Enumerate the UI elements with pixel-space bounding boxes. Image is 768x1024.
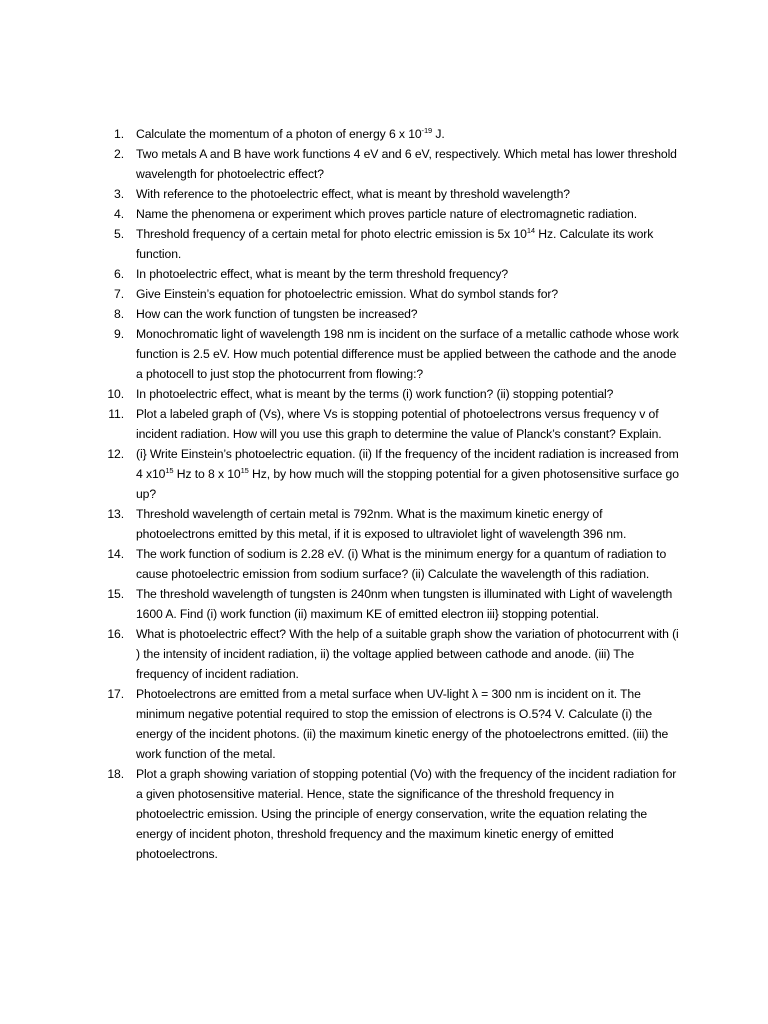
question-item	[100, 764, 680, 864]
question-text	[136, 264, 680, 284]
question-text	[136, 224, 680, 264]
question-item	[100, 624, 680, 684]
question-number: 13.	[107, 507, 124, 521]
question-text-segment: Plot a labeled graph of (Vs), where Vs is stopping potential of photoelectrons versus frequency v of incident radiation. How will you use this graph to determine the value of Planck’s constant? Explain.	[136, 407, 662, 441]
question-text-segment: Threshold frequency of a certain metal for photo electric emission is 5x 10	[136, 227, 527, 241]
question-text	[136, 324, 680, 384]
question-text-segment: Monochromatic light of wavelength 198 nm is incident on the surface of a metallic cathode whose work function is 2.5 eV. How much potential difference must be applied between the cathode and the anode a photocell to just stop the photocurrent from flowing:?	[136, 327, 679, 381]
question-text-segment: The threshold wavelength of tungsten is 240nm when tungsten is illuminated with Light of wavelength 1600 A. Find (i) work function (ii) maximum KE of emitted electron iii} stopping potential.	[136, 587, 673, 621]
question-text	[136, 624, 680, 684]
question-item	[100, 304, 680, 324]
question-text-segment: Hz. Calculate its work function.	[136, 227, 654, 261]
question-text	[136, 284, 680, 304]
question-item	[100, 404, 680, 444]
question-text-segment: The work function of sodium is 2.28 eV. (i) What is the minimum energy for a quantum of radiation to cause photoelectric emission from sodium surface? (ii) Calculate the wavelength of this radiation.	[136, 547, 667, 581]
question-number: 12.	[107, 447, 124, 461]
question-text	[136, 684, 680, 764]
question-text-segment: Hz to 8 x 10	[173, 467, 241, 481]
question-item	[100, 544, 680, 584]
question-item	[100, 324, 680, 384]
question-text-segment: Plot a graph showing variation of stopping potential (Vo) with the frequency of the incident radiation for a given photosensitive material. Hence, state the significance of the threshold frequency in photoelectric emission. Using the principle of energy conservation, write the equation relating the energy of incident photon, threshold frequency and the maximum kinetic energy of emitted photoelectrons.	[136, 767, 677, 861]
question-number: 18.	[107, 767, 124, 781]
question-item	[100, 584, 680, 624]
question-text	[136, 304, 680, 324]
question-text-segment: With reference to the photoelectric effect, what is meant by threshold wavelength?	[136, 187, 570, 201]
question-number: 10.	[107, 387, 124, 401]
question-number: 4.	[114, 207, 124, 221]
question-text	[136, 584, 680, 624]
question-number: 6.	[114, 267, 124, 281]
superscript-exponent: 14	[526, 225, 535, 235]
question-text-segment: J.	[432, 127, 445, 141]
question-number: 3.	[114, 187, 124, 201]
question-text-segment: Two metals A and B have work functions 4 eV and 6 eV, respectively. Which metal has lower threshold wavelength for photoelectric effect?	[136, 147, 677, 181]
question-text-segment: In photoelectric effect, what is meant by the terms (i) work function? (ii) stopping potential?	[136, 387, 614, 401]
question-item	[100, 144, 680, 184]
question-item	[100, 264, 680, 284]
question-text-segment: How can the work function of tungsten be increased?	[136, 307, 418, 321]
superscript-exponent: 15	[240, 465, 249, 475]
question-text	[136, 384, 680, 404]
question-text-segment: What is photoelectric effect? With the help of a suitable graph show the variation of photocurrent with (i ) the intensity of incident radiation, ii) the voltage applied between cathode and anode. (iii) The frequency of incident radiation.	[136, 627, 679, 681]
question-item	[100, 684, 680, 764]
question-text	[136, 444, 680, 504]
question-text-segment: Threshold wavelength of certain metal is 792nm. What is the maximum kinetic energy of photoelectrons emitted by this metal, if it is exposed to ultraviolet light of wavelength 396 nm.	[136, 507, 627, 541]
question-text	[136, 404, 680, 444]
question-number: 1.	[114, 127, 124, 141]
question-item	[100, 504, 680, 544]
question-item	[100, 444, 680, 504]
question-item	[100, 224, 680, 264]
question-number: 5.	[114, 227, 124, 241]
question-item	[100, 384, 680, 404]
question-number: 14.	[107, 547, 124, 561]
question-text	[136, 144, 680, 184]
question-text-segment: Hz, by how much will the stopping potential for a given photosensitive surface go up?	[136, 467, 679, 501]
question-item	[100, 124, 680, 144]
question-number: 9.	[114, 327, 124, 341]
question-text-segment: (i} Write Einstein’s photoelectric equation. (ii) If the frequency of the incident radiation is increased from 4 x10	[136, 447, 679, 481]
question-text	[136, 124, 680, 144]
question-number: 16.	[107, 627, 124, 641]
question-text	[136, 204, 680, 224]
question-text	[136, 504, 680, 544]
question-item	[100, 184, 680, 204]
question-number: 15.	[107, 587, 124, 601]
question-number: 17.	[107, 687, 124, 701]
question-item	[100, 204, 680, 224]
question-text	[136, 544, 680, 584]
question-text-segment: Photoelectrons are emitted from a metal surface when UV-light λ = 300 nm is incident on it. The minimum negative potential required to stop the emission of electrons is O.5?4 V. Calculate (i) the energy of the incident photons. (ii) the maximum kinetic energy of the photoelectrons emitted. (iii) the work function of the metal.	[136, 687, 669, 761]
superscript-exponent: 15	[165, 465, 174, 475]
question-text-segment: Give Einstein’s equation for photoelectric emission. What do symbol stands for?	[136, 287, 559, 301]
question-number: 8.	[114, 307, 124, 321]
question-item	[100, 284, 680, 304]
question-number: 7.	[114, 287, 124, 301]
question-text-segment: In photoelectric effect, what is meant by the term threshold frequency?	[136, 267, 509, 281]
superscript-exponent: -19	[421, 125, 433, 135]
question-text	[136, 184, 680, 204]
question-number: 11.	[108, 407, 124, 421]
question-text-segment: Name the phenomena or experiment which proves particle nature of electromagnetic radiation.	[136, 207, 638, 221]
question-text-segment: Calculate the momentum of a photon of energy 6 x 10	[136, 127, 422, 141]
question-text	[136, 764, 680, 864]
question-number: 2.	[114, 147, 124, 161]
question-list	[100, 124, 680, 864]
